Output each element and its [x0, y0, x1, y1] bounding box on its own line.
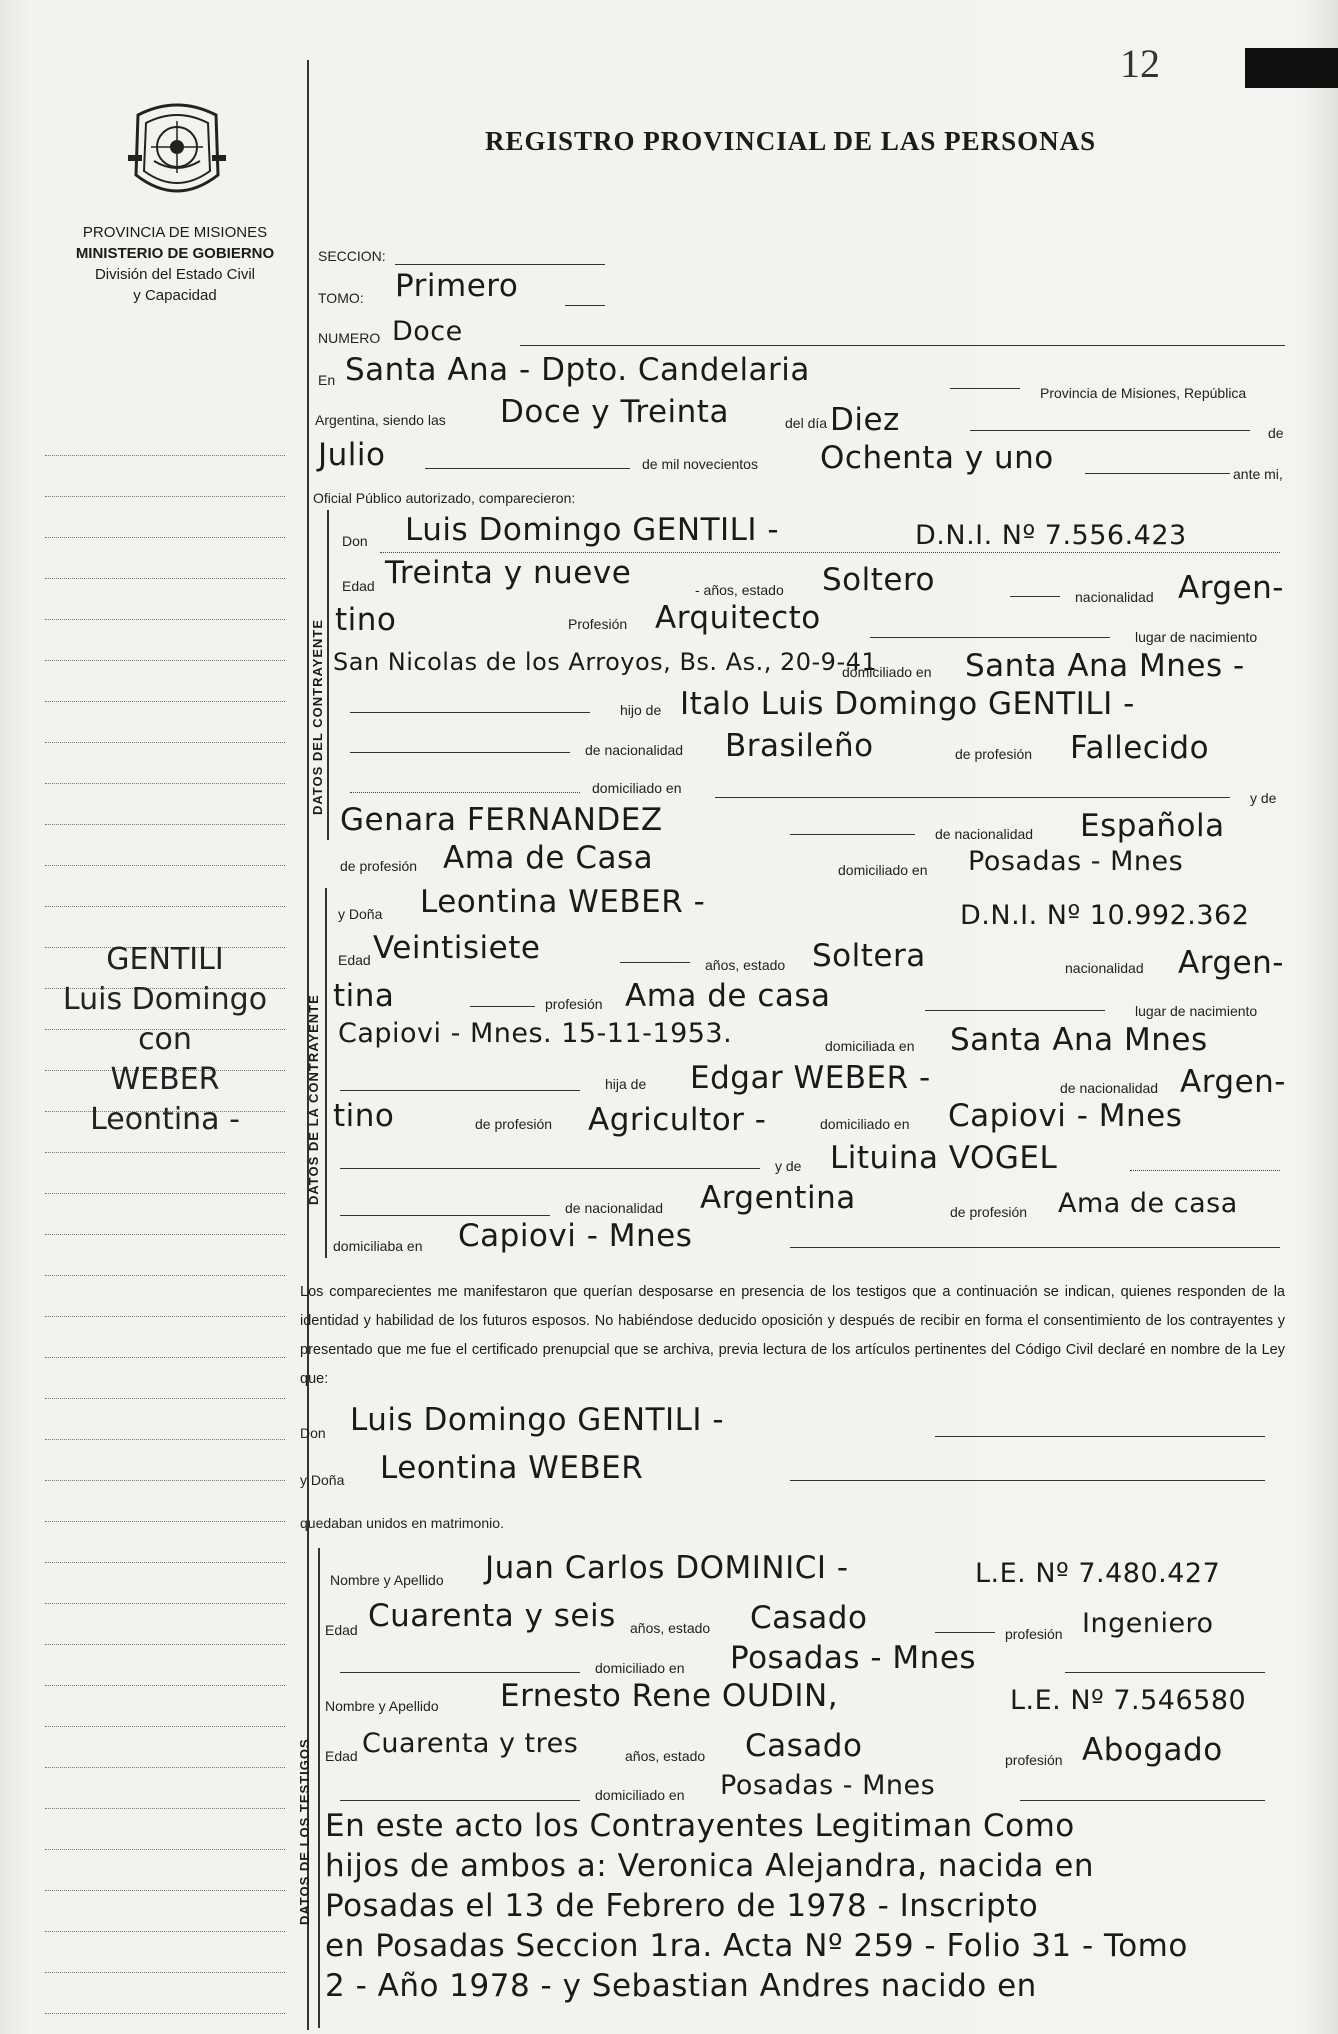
mes-line [425, 468, 630, 469]
t2-prof-label: profesión [1005, 1752, 1063, 1768]
domiciliado-label: domiciliado en [842, 664, 932, 680]
margin-rule [45, 1234, 285, 1235]
margin-rule [45, 1152, 285, 1153]
contrayente-edad: Treinta y nueve [385, 555, 632, 591]
hora-value: Doce y Treinta [500, 394, 729, 430]
margin-rule [45, 455, 285, 456]
declaracion-dona-line [790, 1480, 1265, 1481]
margin-rule [45, 1767, 285, 1768]
margin-rule [45, 1398, 285, 1399]
domic-line-b [715, 797, 1230, 798]
domic-line-a [350, 792, 580, 793]
hija-line [340, 1090, 580, 1091]
contrayenta-padre-dom: Capiovi - Mnes [948, 1098, 1183, 1134]
contrayenta-padre-nac-2: tino [333, 1098, 395, 1134]
ante-label: ante mi, [1233, 466, 1283, 482]
tomo-label: TOMO: [318, 290, 364, 306]
mil-label: de mil novecientos [642, 456, 758, 472]
contrayente-profesion: Arquitecto [655, 600, 821, 636]
madre-dom-line [790, 1247, 1280, 1248]
testigos-side-label: DATOS DE LOS TESTIGOS [297, 1738, 312, 1925]
margin-rule [45, 619, 285, 620]
t1-edad: Cuarenta y seis [368, 1598, 616, 1634]
tomo-line [565, 305, 605, 306]
margin-note-line: GENTILI [106, 942, 224, 977]
t2-dom-line-b [1020, 1800, 1265, 1801]
contrayenta-edad: Veintisiete [373, 930, 541, 966]
declaracion-text: Los comparecientes me manifestaron que querían desposarse en presencia de los testigos que a continuación se indican, quienes responden de la identidad y habilidad de los futuros esposos. No habiéndose deducido oposición y después de recibir en forma el consentimiento de los contrayentes y presentado que me fue el certificado prenupcial que se archiva, previa lectura de los artículos pertinentes del Código Civil declaré en nombre de la Ley que: [300, 1284, 1285, 1387]
padre-dom-label: domiciliado en [820, 1116, 910, 1132]
margin-rule [45, 1931, 285, 1932]
contrayente-domicilio: Santa Ana Mnes - [965, 648, 1245, 684]
contrayenta-madre: Lituina VOGEL [830, 1140, 1058, 1176]
margin-rule [45, 1726, 285, 1727]
anio-line [1085, 473, 1230, 474]
margin-note-line: WEBER [110, 1062, 220, 1097]
edad-label: Edad [342, 578, 375, 594]
observacion-line-2: hijos de ambos a: Veronica Alejandra, nacida en [325, 1848, 1094, 1884]
margin-note-line: Luis Domingo [62, 982, 268, 1017]
contrayenta-padre-prof: Agricultor - [588, 1102, 767, 1138]
hija-label: hija de [605, 1076, 647, 1092]
contrayenta-madre-nac: Argentina [700, 1180, 856, 1216]
margin-rule [45, 1316, 285, 1317]
dia-line [970, 430, 1250, 431]
lugar-nac-label: lugar de nacimiento [1135, 629, 1258, 645]
org-line-1: PROVINCIA DE MISIONES [82, 224, 268, 241]
seccion-line [395, 264, 605, 265]
declaracion-dona-value: Leontina WEBER [380, 1450, 644, 1486]
madre-prof-label: de profesión [340, 858, 418, 874]
yde-line [340, 1168, 760, 1169]
hijo-label: hijo de [620, 702, 662, 718]
seccion-label: SECCION: [318, 248, 386, 264]
testigos-bracket [318, 1548, 320, 2028]
margin-rule [45, 906, 285, 907]
de-prof-label: de profesión [955, 746, 1033, 762]
provincia-label: Provincia de Misiones, República [1040, 385, 1247, 401]
margin-rule [45, 1480, 285, 1481]
margin-rule [45, 1439, 285, 1440]
hijo-line [350, 712, 590, 713]
observacion-line-4: en Posadas Seccion 1ra. Acta Nº 259 - Folio 31 - Tomo [325, 1928, 1188, 1964]
contrayente-madre: Genara FERNANDEZ [340, 802, 663, 838]
tomo-value: Primero [395, 268, 519, 304]
t2-nombre: Ernesto Rene OUDIN, [500, 1678, 839, 1714]
edad-label-2: Edad [338, 952, 371, 968]
organization-block [55, 222, 295, 306]
madre-nac-line [340, 1215, 550, 1216]
contrayente-side-label: DATOS DEL CONTRAYENTE [310, 618, 325, 815]
don-line [380, 552, 1280, 553]
anio-value: Ochenta y uno [820, 440, 1054, 476]
contrayenta-nombre: Leontina WEBER - [420, 884, 706, 920]
t1-dom-line-b [1065, 1672, 1265, 1673]
document-title: REGISTRO PROVINCIAL DE LAS PERSONAS [485, 126, 1097, 156]
contrayenta-profesion: Ama de casa [625, 978, 831, 1014]
domiciliaba-label: domiciliaba en [333, 1238, 423, 1254]
domiciliado-en-label: domiciliado en [592, 780, 682, 796]
margin-note [40, 940, 290, 1140]
margin-rule [45, 701, 285, 702]
margin-rule [45, 1849, 285, 1850]
t1-dom: Posadas - Mnes [730, 1640, 977, 1676]
page-tab-marker [1245, 48, 1338, 88]
contrayenta-dni: D.N.I. Nº 10.992.362 [960, 900, 1250, 931]
contrayente-dni: D.N.I. Nº 7.556.423 [915, 520, 1187, 551]
margin-rule [45, 660, 285, 661]
margin-rule [45, 742, 285, 743]
prof2-line [925, 1010, 1105, 1011]
lugar-value: Santa Ana - Dpto. Candelaria [345, 352, 810, 388]
margin-rule [45, 1685, 285, 1686]
t1-le: L.E. Nº 7.480.427 [975, 1558, 1221, 1589]
t1-nombre-label: Nombre y Apellido [330, 1572, 444, 1588]
unidos-label: quedaban unidos en matrimonio. [300, 1515, 504, 1531]
oficial-label: Oficial Público autorizado, comparecieron: [313, 490, 576, 506]
t1-nombre: Juan Carlos DOMINICI - [485, 1550, 849, 1586]
domiciliada-label: domiciliada en [825, 1038, 915, 1054]
t2-dom-label: domiciliado en [595, 1787, 685, 1803]
declaracion-don-line [935, 1436, 1265, 1437]
madre-dom-label: domiciliado en [838, 862, 928, 878]
t2-anios-label: años, estado [625, 1748, 706, 1764]
observacion-line-3: Posadas el 13 de Febrero de 1978 - Inscripto [325, 1888, 1039, 1924]
contrayenta-side-label: DATOS DE LA CONTRAYENTE [306, 994, 321, 1205]
t2-nombre-label: Nombre y Apellido [325, 1698, 439, 1714]
t2-estado: Casado [745, 1728, 863, 1764]
argentina-label: Argentina, siendo las [315, 412, 446, 428]
t2-dom-line-a [340, 1800, 580, 1801]
madre-nac-label-2: de nacionalidad [565, 1200, 664, 1216]
contrayente-madre-nac: Española [1080, 808, 1225, 844]
contrayente-padre-prof: Fallecido [1070, 730, 1210, 766]
contrayente-nacionalidad-2: tino [335, 602, 397, 638]
dona-label: y Doña [338, 906, 383, 922]
padre-prof-label: de profesión [475, 1116, 553, 1132]
contrayente-nombre: Luis Domingo GENTILI - [405, 512, 780, 548]
nac-line [350, 752, 570, 753]
margin-note-line: con [138, 1022, 192, 1057]
contrayenta-madre-prof: Ama de casa [1058, 1188, 1238, 1219]
de-nac-label: de nacionalidad [585, 742, 684, 758]
y-de-label: y de [1250, 790, 1277, 806]
contrayente-bracket [327, 510, 329, 840]
edad-line-2 [620, 962, 690, 963]
contrayenta-nacionalidad-2: tina [333, 978, 395, 1014]
margin-rule [45, 1562, 285, 1563]
contrayenta-padre-nac: Argen- [1180, 1064, 1286, 1100]
contrayente-padre-nac: Brasileño [725, 728, 874, 764]
page-number: 12 [1120, 41, 1160, 86]
margin-rule [45, 824, 285, 825]
t1-prof-label: profesión [1005, 1626, 1063, 1642]
contrayenta-bracket [325, 888, 327, 1258]
numero-line [520, 345, 1285, 346]
org-line-2: MINISTERIO DE GOBIERNO [75, 245, 275, 262]
t1-estado: Casado [750, 1600, 868, 1636]
profesion-line [870, 637, 1110, 638]
lugar-line [950, 388, 1020, 389]
margin-rule [45, 1808, 285, 1809]
t1-edad-label: Edad [325, 1622, 358, 1638]
t1-prof: Ingeniero [1082, 1608, 1214, 1639]
anios-label: - años, estado [695, 582, 784, 598]
margin-rule [45, 1644, 285, 1645]
en-label: En [318, 372, 336, 388]
declaracion-don-value: Luis Domingo GENTILI - [350, 1402, 725, 1438]
numero-label: NUMERO [318, 330, 381, 346]
contrayente-padre: Italo Luis Domingo GENTILI - [680, 686, 1135, 722]
padre-nac-label: de nacionalidad [1060, 1080, 1159, 1096]
anios-label-2: años, estado [705, 957, 786, 973]
observacion-line-1: En este acto los Contrayentes Legitiman Como [325, 1808, 1075, 1844]
margin-rule [45, 1275, 285, 1276]
y-de-label-2: y de [775, 1158, 802, 1174]
t2-le: L.E. Nº 7.546580 [1010, 1685, 1247, 1716]
madre-nac-label: de nacionalidad [935, 826, 1034, 842]
contrayenta-domicilio: Santa Ana Mnes [950, 1022, 1208, 1058]
observacion-line-5: 2 - Año 1978 - y Sebastian Andres nacido en [325, 1968, 1037, 2004]
contrayente-madre-prof: Ama de Casa [443, 840, 654, 876]
nacionalidad-label: nacionalidad [1075, 589, 1154, 605]
org-line-3: División del Estado Civil [94, 266, 256, 283]
contrayente-estado: Soltero [822, 562, 936, 598]
estado-line [1010, 596, 1060, 597]
numero-value: Doce [392, 316, 463, 347]
provincial-seal-icon [118, 95, 236, 207]
margin-rule [45, 578, 285, 579]
profesion-label: Profesión [568, 616, 628, 632]
margin-rule [45, 865, 285, 866]
del-dia-label: del día [785, 415, 828, 431]
contrayente-nacionalidad: Argen- [1178, 570, 1284, 606]
t2-dom: Posadas - Mnes [720, 1770, 936, 1801]
t1-dom-line-a [340, 1672, 580, 1673]
margin-rule [45, 496, 285, 497]
declaracion-dona-label: y Doña [300, 1472, 345, 1488]
profesion-label-2: profesión [545, 996, 603, 1012]
nacionalidad-label-2: nacionalidad [1065, 960, 1144, 976]
margin-rule [45, 1357, 285, 1358]
margin-rule [45, 2013, 285, 2014]
t1-anios-label: años, estado [630, 1620, 711, 1636]
margin-rule [45, 783, 285, 784]
madre-line-2 [1130, 1170, 1280, 1171]
t1-estado-line [935, 1632, 995, 1633]
nac2-line [470, 1006, 535, 1007]
madre-line [790, 834, 915, 835]
contrayenta-nacionalidad: Argen- [1178, 945, 1284, 981]
contrayenta-padre: Edgar WEBER - [690, 1060, 931, 1096]
margin-rule [45, 1603, 285, 1604]
declaracion-don-label: Don [300, 1425, 326, 1441]
t1-dom-label: domiciliado en [595, 1660, 685, 1676]
contrayente-lugar: San Nicolas de los Arroyos, Bs. As., 20-9-41 [333, 648, 878, 676]
contrayenta-estado: Soltera [812, 938, 926, 974]
t2-edad-label: Edad [325, 1748, 358, 1764]
contrayente-madre-dom: Posadas - Mnes [968, 846, 1184, 877]
contrayenta-lugar: Capiovi - Mnes. 15-11-1953. [338, 1018, 733, 1049]
margin-rule [45, 537, 285, 538]
lugar-nac-label-2: lugar de nacimiento [1135, 1003, 1258, 1019]
t2-edad: Cuarenta y tres [362, 1728, 579, 1759]
org-line-4: y Capacidad [133, 287, 217, 304]
mes-value: Julio [318, 437, 386, 473]
dia-value: Diez [830, 402, 900, 438]
margin-note-line: Leontina - [90, 1102, 240, 1137]
margin-rule [45, 1972, 285, 1973]
de-label: de [1268, 425, 1284, 441]
contrayenta-madre-dom: Capiovi - Mnes [458, 1218, 693, 1254]
margin-rule [45, 1193, 285, 1194]
madre-prof-label-2: de profesión [950, 1204, 1028, 1220]
don-label: Don [342, 533, 368, 549]
t2-prof: Abogado [1082, 1732, 1223, 1768]
margin-rule [45, 1521, 285, 1522]
margin-rule [45, 1890, 285, 1891]
